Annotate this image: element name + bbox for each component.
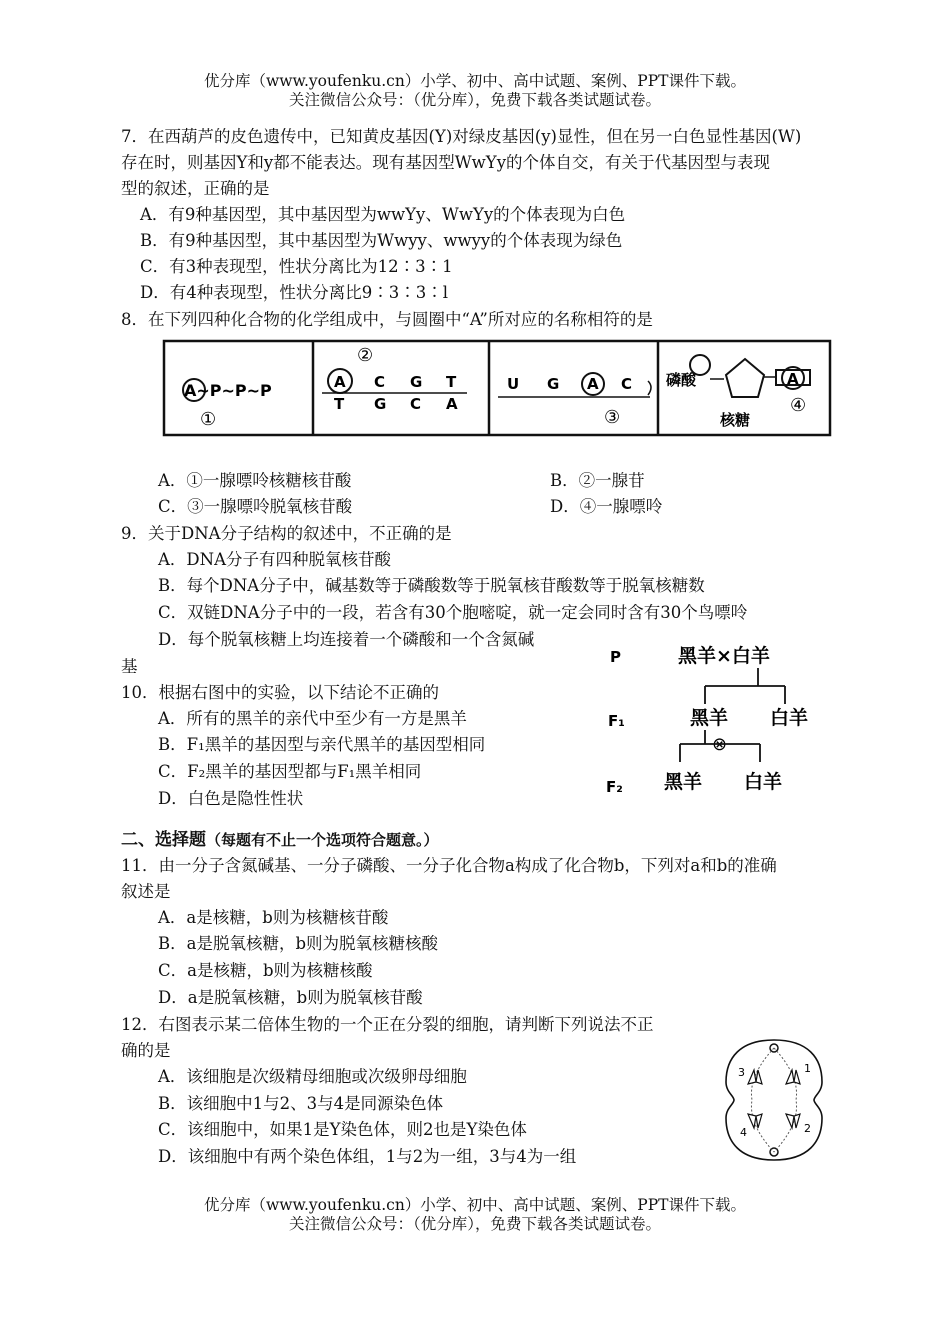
q8-base-a: A (787, 370, 799, 388)
section2-title: 二、选择题 (121, 830, 206, 850)
page-footer-line2: 关注微信公众号：（优分库），免费下载各类试题试卷。 (288, 1215, 661, 1233)
q8-rna-2: G (547, 375, 560, 393)
q12-cell-figure (718, 1036, 830, 1164)
q10-option-b: B．F₁黑羊的基因型与亲代黑羊的基因型相同 (158, 735, 486, 754)
q7-option-d: D．有4种表现型，性状分离比9∶3∶3∶l (140, 283, 448, 302)
q11-option-d: D．a是脱氧核糖，b则为脱氧核苷酸 (158, 988, 423, 1007)
q9-stem: 9．关于DNA分子结构的叙述中，不正确的是 (121, 524, 452, 543)
q8-dna-bottom-3: C (410, 395, 422, 413)
q12-option-b: B．该细胞中1与2、3与4是同源染色体 (158, 1094, 444, 1113)
q8-rna-3: A (587, 375, 599, 393)
section2-heading (121, 827, 439, 853)
q8-ribose-label: 核糖 (720, 411, 751, 429)
q9-option-d-wrap: 基 (121, 657, 138, 676)
q8-option-d: D．④一腺嘌呤 (550, 497, 663, 516)
page-header-line1: 优分库（www.youfenku.cn）小学、初中、高中试题、案例、PPT课件下载。 (203, 72, 747, 90)
q10-stem: 10．根据右图中的实验，以下结论不正确的 (121, 683, 439, 702)
q8-rna-4: C (621, 375, 633, 393)
q9-option-b: B．每个DNA分子中，碱基数等于磷酸数等于脱氧核苷酸数等于脱氧核糖数 (158, 576, 705, 595)
q7-option-b: B．有9种基因型，其中基因型为Wwyy、wwyy的个体表现为绿色 (140, 231, 623, 250)
page-footer-line1: 优分库（www.youfenku.cn）小学、初中、高中试题、案例、PPT课件下载。 (203, 1196, 747, 1214)
q11-option-c: C．a是核糖，b则为核糖核酸 (158, 961, 373, 980)
q8-phosphate-label: 磷酸 (666, 371, 697, 389)
q8-dna-bottom-1: T (334, 395, 345, 413)
q10-f2-label: F₂ (606, 778, 623, 796)
q7-stem-1: 7．在西葫芦的皮色遗传中，已知黄皮基因(Y)对绿皮基因(y)显性，但在另一白色显性基因(W) (121, 127, 802, 146)
q12-chromosome-1: 1 (804, 1062, 811, 1075)
q10-self-symbol: ⊗ (712, 734, 728, 755)
q10-f1-white: 白羊 (770, 707, 809, 729)
q8-stem: 8．在下列四种化合物的化学组成中，与圆圈中“A”所对应的名称相符的是 (121, 310, 653, 329)
section2-note: （每题有不止一个选项符合题意。） (206, 831, 439, 849)
q10-p-label: P (610, 648, 621, 666)
page-header-line2: 关注微信公众号：（优分库），免费下载各类试题试卷。 (288, 91, 661, 109)
q8-dna-top-2: C (374, 373, 386, 391)
q8-dna-bottom-4: A (446, 395, 458, 413)
q12-option-d: D．该细胞中有两个染色体组，1与2为一组，3与4为一组 (158, 1147, 577, 1166)
q8-atp-formula: A~P~P~P (184, 381, 272, 400)
q10-parent-cross: 黑羊×白羊 (678, 645, 770, 667)
q8-dna-top-3: G (410, 373, 423, 391)
q11-stem-1: 11．由一分子含氮碱基、一分子磷酸、一分子化合物a构成了化合物b，下列对a和b的准确 (121, 856, 777, 875)
q12-stem-1: 12．右图表示某二倍体生物的一个正在分裂的细胞，请判断下列说法不正 (121, 1015, 654, 1034)
q12-chromosome-4: 4 (740, 1126, 747, 1139)
q10-cross-figure (600, 640, 840, 800)
q8-rna-1: U (507, 375, 520, 393)
q11-option-b: B．a是脱氧核糖，b则为脱氧核糖核酸 (158, 934, 439, 953)
q12-option-c: C．该细胞中，如果1是Y染色体，则2也是Y染色体 (158, 1120, 527, 1139)
q10-option-a: A．所有的黑羊的亲代中至少有一方是黑羊 (158, 709, 467, 728)
q10-f1-label: F₁ (608, 712, 625, 730)
q10-option-d: D．白色是隐性性状 (158, 789, 304, 808)
q8-dna-bottom-2: G (374, 395, 387, 413)
q9-option-c: C．双链DNA分子中的一段，若含有30个胞嘧啶，就一定会同时含有30个鸟嘌呤 (158, 603, 748, 622)
q7-option-a: A．有9种基因型，其中基因型为wwYy、WwYy的个体表现为白色 (140, 205, 626, 224)
q8-option-a: A．①一腺嘌呤核糖核苷酸 (158, 471, 352, 490)
q12-chromosome-2: 2 (804, 1122, 811, 1135)
q7-stem-3: 型的叙述，正确的是 (121, 179, 270, 198)
q8-label-4: ④ (790, 395, 807, 416)
q9-option-a: A．DNA分子有四种脱氧核苷酸 (158, 550, 391, 569)
q8-option-b: B．②一腺苷 (550, 471, 645, 490)
q9-option-d: D．每个脱氧核糖上均连接着一个磷酸和一个含氮碱 (158, 630, 535, 649)
q12-stem-2: 确的是 (121, 1041, 171, 1060)
q8-label-2: ② (357, 345, 374, 366)
q10-f2-black: 黑羊 (664, 771, 703, 793)
q8-label-3: ③ (604, 407, 621, 428)
q12-option-a: A．该细胞是次级精母细胞或次级卵母细胞 (158, 1067, 467, 1086)
q11-option-a: A．a是核糖，b则为核糖核苷酸 (158, 908, 389, 927)
q7-stem-2: 存在时，则基因Y和y都不能表达。现有基因型WwYy的个体自交，有关于代基因型与表现 (121, 153, 771, 172)
q8-label-1: ① (200, 409, 217, 430)
q8-option-c: C．③一腺嘌呤脱氧核苷酸 (158, 497, 353, 516)
q7-option-c: C．有3种表现型，性状分离比为12∶3∶1 (140, 257, 453, 276)
q12-chromosome-3: 3 (738, 1066, 745, 1079)
q8-compound-figure (162, 339, 834, 439)
q10-f2-white: 白羊 (744, 771, 783, 793)
q11-stem-2: 叙述是 (121, 882, 171, 901)
q8-dna-top-1: A (334, 373, 346, 391)
q10-option-c: C．F₂黑羊的基因型都与F₁黑羊相同 (158, 762, 422, 781)
q10-f1-black: 黑羊 (690, 707, 729, 729)
q8-dna-top-4: T (446, 373, 457, 391)
